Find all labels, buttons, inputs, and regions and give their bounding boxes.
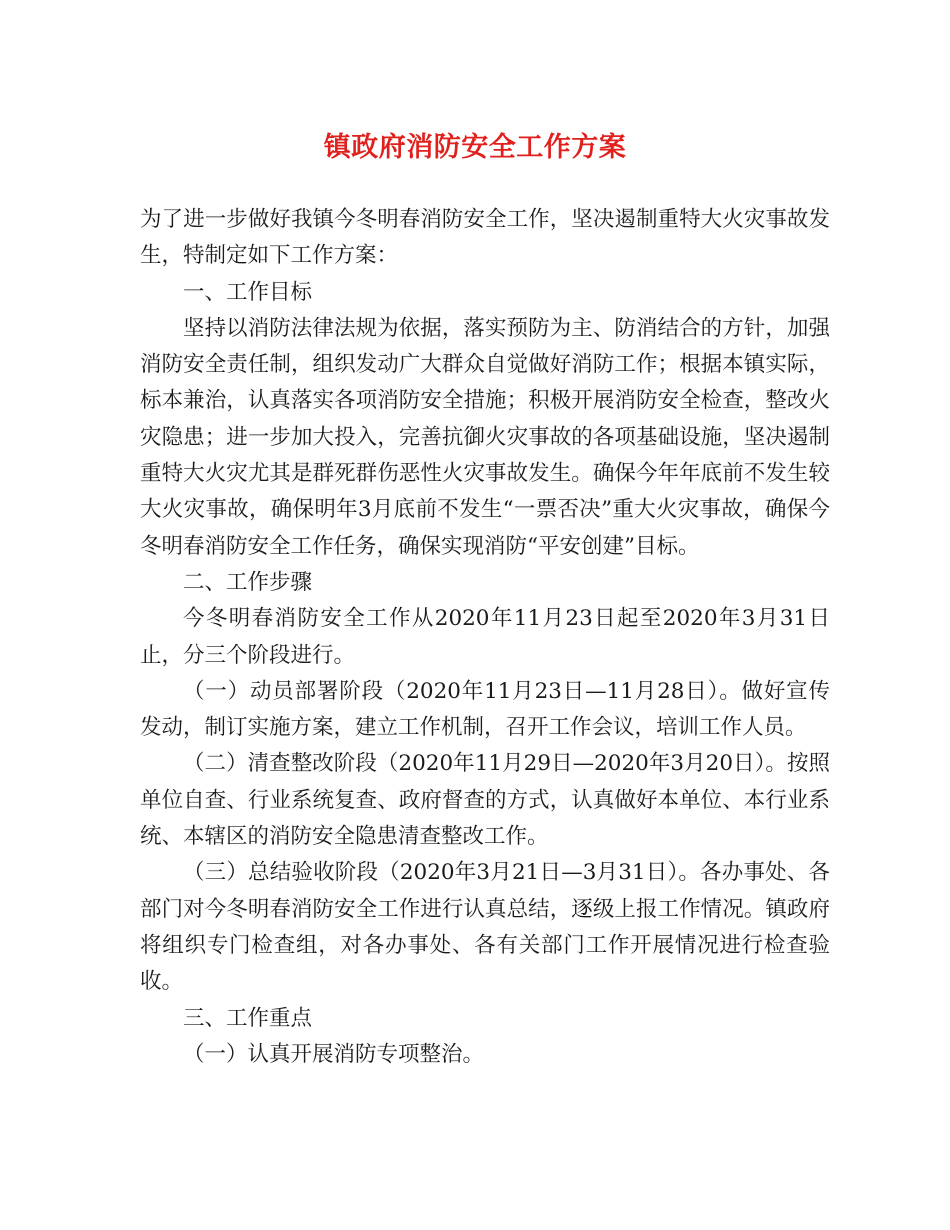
paragraph-intro: 为了进一步做好我镇今冬明春消防安全工作，坚决遏制重特大火灾事故发生，特制定如下工作方案： (140, 207, 830, 269)
paragraph-focus-1: （一）认真开展消防专项整治。 (183, 1041, 485, 1067)
document-body (140, 202, 830, 1073)
paragraph-goals: 坚持以消防法律法规为依据，落实预防为主、防消结合的方针，加强消防安全责任制，组织发动广大群众自觉做好消防工作；根据本镇实际，标本兼治，认真落实各项消防安全措施；积极开展消防安全检查，整改火灾隐患；进一步加大投入，完善抗御火灾事故的各项基础设施，坚决遏制重特大火灾尤其是群死群伤恶性火灾事故发生。确保今年年底前不发生较大火灾事故，确保明年3月底前不发生“一票否决”重大火灾事故，确保今冬明春消防安全工作任务，确保实现消防“平安创建”目标。 (140, 315, 830, 559)
section-heading-steps: 二、工作步骤 (183, 569, 313, 595)
paragraph-steps: 今冬明春消防安全工作从2020年11月23日起至2020年3月31日止，分三个阶段进行。 (140, 606, 830, 668)
section-heading-focus: 三、工作重点 (183, 1005, 313, 1031)
paragraph-stage-2: （二）清查整改阶段（2020年11月29日—2020年3月20日）。按照单位自查、行业系统复查、政府督查的方式，认真做好本单位、本行业系统、本辖区的消防安全隐患清查整改工作。 (140, 751, 830, 850)
document-title: 镇政府消防安全工作方案 (323, 132, 627, 163)
paragraph-stage-1: （一）动员部署阶段（2020年11月23日—11月28日）。做好宣传发动，制订实施方案，建立工作机制，召开工作会议，培训工作人员。 (140, 678, 830, 741)
section-heading-goals: 一、工作目标 (183, 279, 313, 305)
paragraph-stage-3: （三）总结验收阶段（2020年3月21日—3月31日）。各办事处、各部门对今冬明春消防安全工作进行认真总结，逐级上报工作情况。镇政府将组织专门检查组，对各办事处、各有关部门工作开展情况进行检查验收。 (140, 860, 830, 995)
